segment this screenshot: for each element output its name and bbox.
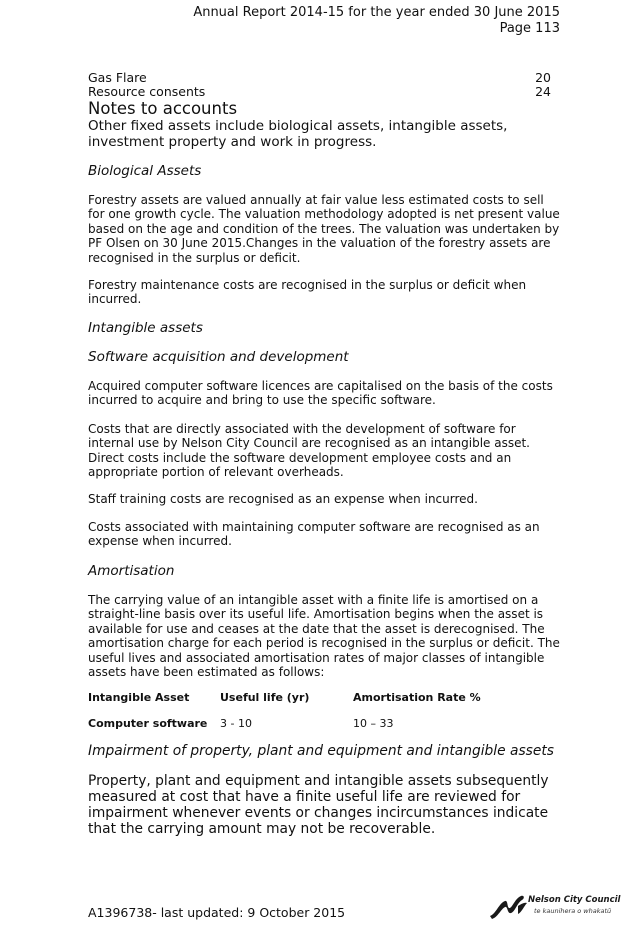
toc-page: 24: [535, 84, 551, 99]
council-logo: [488, 892, 621, 922]
table-cell-rate: 10 – 33: [353, 717, 394, 730]
biological-paragraph-1: Forestry assets are valued annually at fair value less estimated costs to sell for one growth cycle. The valuation methodology adopted is net present value based on the age and condition of the trees. The valuation was undertaken by PF Olsen on 30 June 2015.Changes in the valuation of the forestry assets are recognised in the surplus or deficit.: [88, 193, 560, 265]
toc-page: 20: [535, 70, 551, 85]
biological-assets-heading: Biological Assets: [88, 163, 202, 179]
intangible-assets-heading: Intangible assets: [88, 320, 203, 336]
impairment-paragraph: Property, plant and equipment and intangible assets subsequently measured at cost that have a finite useful life are reviewed for impairment whenever events or changes incircumstances indicate that the carrying amount may not be recoverable.: [88, 773, 549, 837]
table-cell-asset: Computer software: [88, 717, 208, 730]
amortisation-heading: Amortisation: [88, 563, 175, 579]
table-header-rate: Amortisation Rate %: [353, 691, 481, 704]
biological-paragraph-2: Forestry maintenance costs are recognised in the surplus or deficit when incurred.: [88, 278, 527, 307]
table-header-life: Useful life (yr): [220, 691, 310, 704]
toc-item[interactable]: [88, 71, 551, 85]
table-header-asset: Intangible Asset: [88, 691, 190, 704]
amortisation-paragraph: The carrying value of an intangible asset with a finite life is amortised on a straight-line basis over its useful life. Amortisation begins when the asset is available for use and ceases at the date that the asset is derecognised. The amortisation charge for each period is recognised in the surplus or deficit. The useful lives and associated amortisation rates of major classes of intangible assets have been estimated as follows:: [88, 593, 560, 680]
page-header: [193, 5, 560, 37]
council-logo-icon: [488, 892, 528, 922]
software-paragraph-2: Costs that are directly associated with the development of software for internal use by Nelson City Council are recognised as an intangible asset. Direct costs include the software development employee costs and an appropriate portion of relevant overheads.: [88, 422, 530, 480]
toc-label: Gas Flare: [88, 70, 147, 85]
footer-doc-id: A1396738- last updated: 9 October 2015: [88, 905, 346, 920]
impairment-heading: Impairment of property, plant and equipment and intangible assets: [88, 743, 554, 759]
software-paragraph-4: Costs associated with maintaining computer software are recognised as an expense when incurred.: [88, 520, 540, 549]
intro-paragraph: Other fixed assets include biological assets, intangible assets, investment property and work in progress.: [88, 118, 508, 150]
toc-item[interactable]: [88, 85, 551, 99]
council-logo-title: Nelson City Council: [528, 895, 621, 905]
page-number: Page 113: [499, 21, 560, 36]
toc-label: Resource consents: [88, 84, 206, 99]
software-heading: Software acquisition and development: [88, 349, 349, 365]
section-heading: Notes to accounts: [88, 99, 238, 118]
software-paragraph-3: Staff training costs are recognised as an expense when incurred.: [88, 492, 478, 506]
table-cell-life: 3 - 10: [220, 717, 252, 730]
report-title: Annual Report 2014-15 for the year ended 30 June 2015: [193, 5, 560, 20]
software-paragraph-1: Acquired computer software licences are capitalised on the basis of the costs incurred to acquire and bring to use the specific software.: [88, 379, 553, 408]
council-logo-subtitle: te kaunihera o whakatū: [534, 907, 612, 915]
